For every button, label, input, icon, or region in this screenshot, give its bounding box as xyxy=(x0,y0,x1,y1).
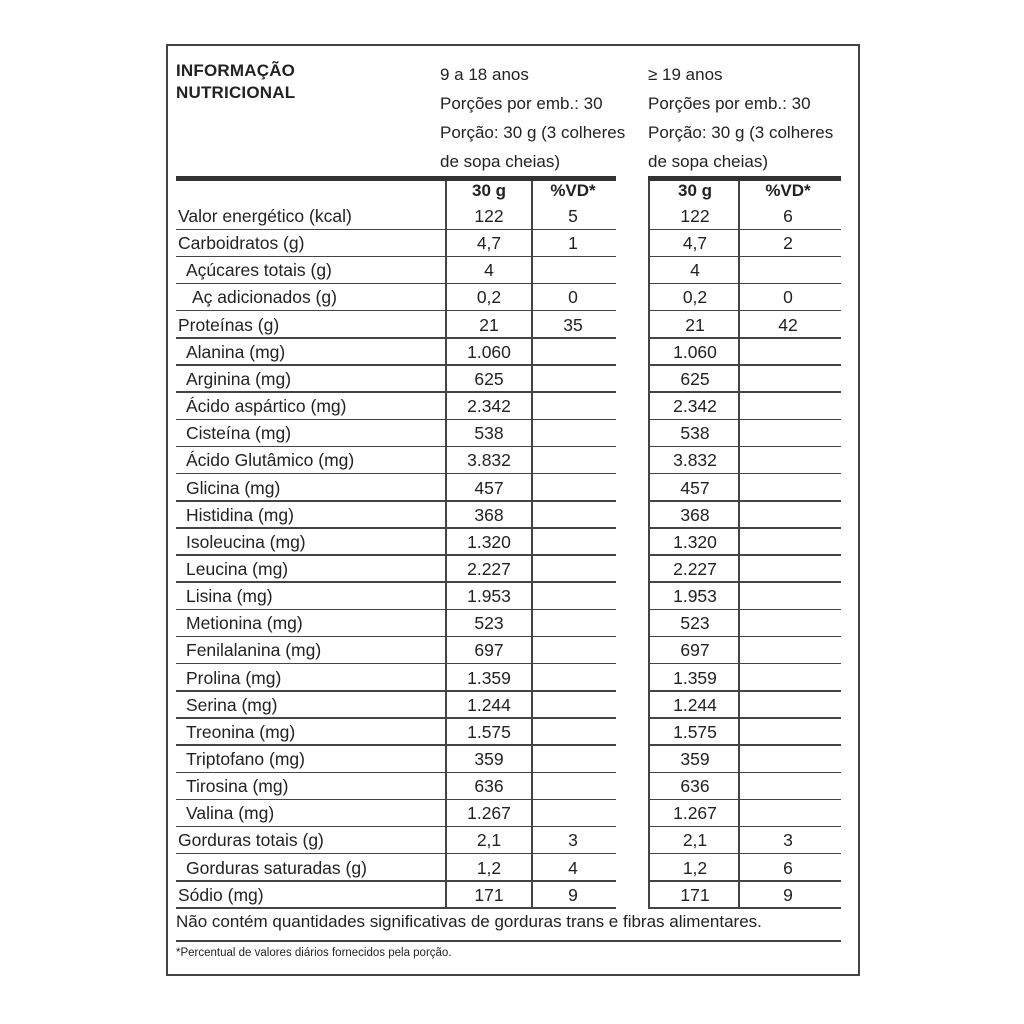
nutrient-name: Histidina (mg) xyxy=(186,504,294,525)
group-1-amount: 359 xyxy=(474,749,504,769)
table-row xyxy=(0,420,1024,447)
group-1-amount: 2,1 xyxy=(476,830,502,851)
footnote-divider xyxy=(176,940,841,942)
table-row xyxy=(0,556,1024,583)
nutrient-name: Serina (mg) xyxy=(186,694,278,715)
table-row xyxy=(0,447,1024,474)
group-1-amount: 0,2 xyxy=(476,287,502,308)
table-row xyxy=(0,746,1024,773)
group-2-vd-header: %VD* xyxy=(765,181,811,200)
group-1-amount: 4 xyxy=(484,260,494,281)
table-row xyxy=(0,284,1024,311)
nutrient-name: Açúcares totais (g) xyxy=(186,260,332,281)
table-row xyxy=(0,800,1024,827)
group-1-amount: 1.359 xyxy=(467,667,511,688)
group-2-amount: 457 xyxy=(680,477,710,498)
group-2-amount: 21 xyxy=(685,314,705,335)
group-2-amount: 122 xyxy=(680,206,710,226)
table-row xyxy=(0,366,1024,393)
table-row xyxy=(0,475,1024,502)
group-1-amount: 1.244 xyxy=(467,694,511,715)
group-2-amount: 0,2 xyxy=(682,287,708,308)
group-2-amount: 1.267 xyxy=(673,803,717,824)
nutrient-name: Treonina (mg) xyxy=(186,721,296,742)
title-line-2: NUTRICIONAL xyxy=(176,83,296,102)
nutrient-name: Prolina (mg) xyxy=(186,667,282,688)
group-2-amount: 1.244 xyxy=(673,694,717,715)
nutrient-name: Ácido Glutâmico (mg) xyxy=(186,450,355,471)
table-row xyxy=(0,339,1024,366)
group-1-amount: 1.320 xyxy=(467,531,511,552)
group-2-amount: 697 xyxy=(680,640,710,661)
table-row xyxy=(0,502,1024,529)
group-2-amount: 523 xyxy=(680,613,710,634)
group-2-amount: 538 xyxy=(680,423,710,444)
table-row xyxy=(0,637,1024,664)
group-2-amount: 359 xyxy=(680,749,710,769)
group-2-amount: 2.342 xyxy=(673,396,717,417)
column-divider xyxy=(738,181,740,907)
group-1-amount: 2.227 xyxy=(467,558,511,579)
group-2-amount: 4 xyxy=(690,260,700,281)
group-1-vd: 9 xyxy=(568,884,578,905)
group-1-vd-header: %VD* xyxy=(550,181,596,200)
table-row xyxy=(0,692,1024,719)
group-1-amount: 1.575 xyxy=(467,721,511,742)
group-1-amount: 4,7 xyxy=(476,233,502,254)
group-2-vd: 9 xyxy=(783,884,793,905)
group-2-vd: 6 xyxy=(783,206,793,226)
nutrient-name: Carboidratos (g) xyxy=(178,233,305,254)
table-row xyxy=(0,257,1024,284)
group-2-portion: Porção: 30 g (3 colheres xyxy=(648,123,834,142)
group-1-amount: 3.832 xyxy=(467,450,511,471)
group-1-amount-header: 30 g xyxy=(471,181,507,200)
group-2-vd: 6 xyxy=(783,857,793,878)
table-row xyxy=(0,773,1024,800)
group-1-amount: 625 xyxy=(474,368,504,389)
nutrient-name: Triptofano (mg) xyxy=(186,749,305,769)
group-2-servings: Porções por emb.: 30 xyxy=(648,94,811,113)
group-1-age: 9 a 18 anos xyxy=(440,65,529,84)
table-row xyxy=(0,393,1024,420)
footnote: *Percentual de valores diários fornecidos pela porção. xyxy=(176,947,452,959)
group-2-vd: 2 xyxy=(783,233,793,254)
group-1-amount: 636 xyxy=(474,776,504,797)
table-row xyxy=(0,610,1024,637)
group-2-amount: 1.060 xyxy=(673,341,717,362)
nutrient-name: Lisina (mg) xyxy=(186,586,273,607)
table-row xyxy=(0,203,1024,230)
table-row xyxy=(0,583,1024,610)
group-1-amount: 171 xyxy=(474,884,504,905)
group-1-amount: 2.342 xyxy=(467,396,511,417)
group-1-servings: Porções por emb.: 30 xyxy=(440,94,603,113)
group-2-amount: 625 xyxy=(680,368,710,389)
group-2-amount: 636 xyxy=(680,776,710,797)
group-2-amount: 1.320 xyxy=(673,531,717,552)
group-1-vd: 0 xyxy=(568,287,578,308)
column-divider xyxy=(445,181,447,907)
group-2-amount: 3.832 xyxy=(673,450,717,471)
nutrient-name: Isoleucina (mg) xyxy=(186,531,306,552)
nutrient-name: Arginina (mg) xyxy=(186,368,292,389)
table-row xyxy=(0,719,1024,746)
nutrient-name: Cisteína (mg) xyxy=(186,423,292,444)
nutrient-name: Leucina (mg) xyxy=(186,558,289,579)
nutrient-name: Gorduras saturadas (g) xyxy=(186,857,367,878)
group-1-amount: 697 xyxy=(474,640,504,661)
group-1-vd: 4 xyxy=(568,857,578,878)
group-1-portion: Porção: 30 g (3 colheres xyxy=(440,123,626,142)
group-1-amount: 538 xyxy=(474,423,504,444)
group-1-amount: 1.953 xyxy=(467,586,511,607)
group-1-vd: 5 xyxy=(568,206,578,226)
table-row xyxy=(0,529,1024,556)
nutrient-name: Sódio (mg) xyxy=(178,884,264,905)
nutrient-name: Tirosina (mg) xyxy=(186,776,289,797)
nutrient-name: Aç adicionados (g) xyxy=(192,287,337,308)
group-1-amount: 368 xyxy=(474,504,504,525)
group-2-portion-cont: de sopa cheias) xyxy=(648,152,769,171)
group-1-vd: 1 xyxy=(568,233,578,254)
label-title xyxy=(176,60,295,104)
table-row xyxy=(0,855,1024,882)
row-rule xyxy=(648,907,841,909)
group-1-portion-cont: de sopa cheias) xyxy=(440,152,561,171)
group-2-vd: 3 xyxy=(783,830,793,851)
group-2-amount: 1.953 xyxy=(673,586,717,607)
group-1-vd: 3 xyxy=(568,830,578,851)
column-divider xyxy=(531,181,533,907)
nutrient-name: Ácido aspártico (mg) xyxy=(186,396,347,417)
nutrient-name: Glicina (mg) xyxy=(186,477,281,498)
group-2-amount: 1.575 xyxy=(673,721,717,742)
group-2-amount-header: 30 g xyxy=(677,181,713,200)
group-1-amount: 457 xyxy=(474,477,504,498)
group-2-amount: 1.359 xyxy=(673,667,717,688)
group-2-age: ≥ 19 anos xyxy=(648,65,723,84)
group-2-amount: 368 xyxy=(680,504,710,525)
group-2-amount: 1,2 xyxy=(682,857,708,878)
nutrient-name: Valina (mg) xyxy=(186,803,275,824)
group-1-amount: 1.267 xyxy=(467,803,511,824)
nutrient-name: Fenilalanina (mg) xyxy=(186,640,322,661)
nutrient-name: Metionina (mg) xyxy=(186,613,303,634)
nutrient-name: Gorduras totais (g) xyxy=(178,830,324,851)
group-2-header xyxy=(648,60,833,176)
title-line-1: INFORMAÇÃO xyxy=(176,61,296,80)
group-1-amount: 122 xyxy=(474,206,504,226)
table-row xyxy=(0,665,1024,692)
group-2-amount: 2.227 xyxy=(673,558,717,579)
group-1-amount: 1.060 xyxy=(467,341,511,362)
group-2-vd: 42 xyxy=(778,314,798,335)
nutrient-name: Proteínas (g) xyxy=(178,314,280,335)
table-row xyxy=(0,882,1024,909)
trans-fat-note: Não contém quantidades significativas de gorduras trans e fibras alimentares. xyxy=(176,912,762,931)
group-2-amount: 2,1 xyxy=(682,830,708,851)
group-2-amount: 171 xyxy=(680,884,710,905)
column-divider xyxy=(648,181,650,907)
group-2-amount: 4,7 xyxy=(682,233,708,254)
group-2-vd: 0 xyxy=(783,287,793,308)
nutrient-name: Valor energético (kcal) xyxy=(178,206,352,226)
table-row xyxy=(0,312,1024,339)
nutrient-name: Alanina (mg) xyxy=(186,341,286,362)
group-1-amount: 21 xyxy=(479,314,499,335)
group-1-amount: 1,2 xyxy=(476,857,502,878)
group-1-header xyxy=(440,60,625,176)
table-row xyxy=(0,230,1024,257)
table-row xyxy=(0,827,1024,854)
group-1-amount: 523 xyxy=(474,613,504,634)
row-rule xyxy=(176,907,616,909)
group-1-vd: 35 xyxy=(563,314,583,335)
